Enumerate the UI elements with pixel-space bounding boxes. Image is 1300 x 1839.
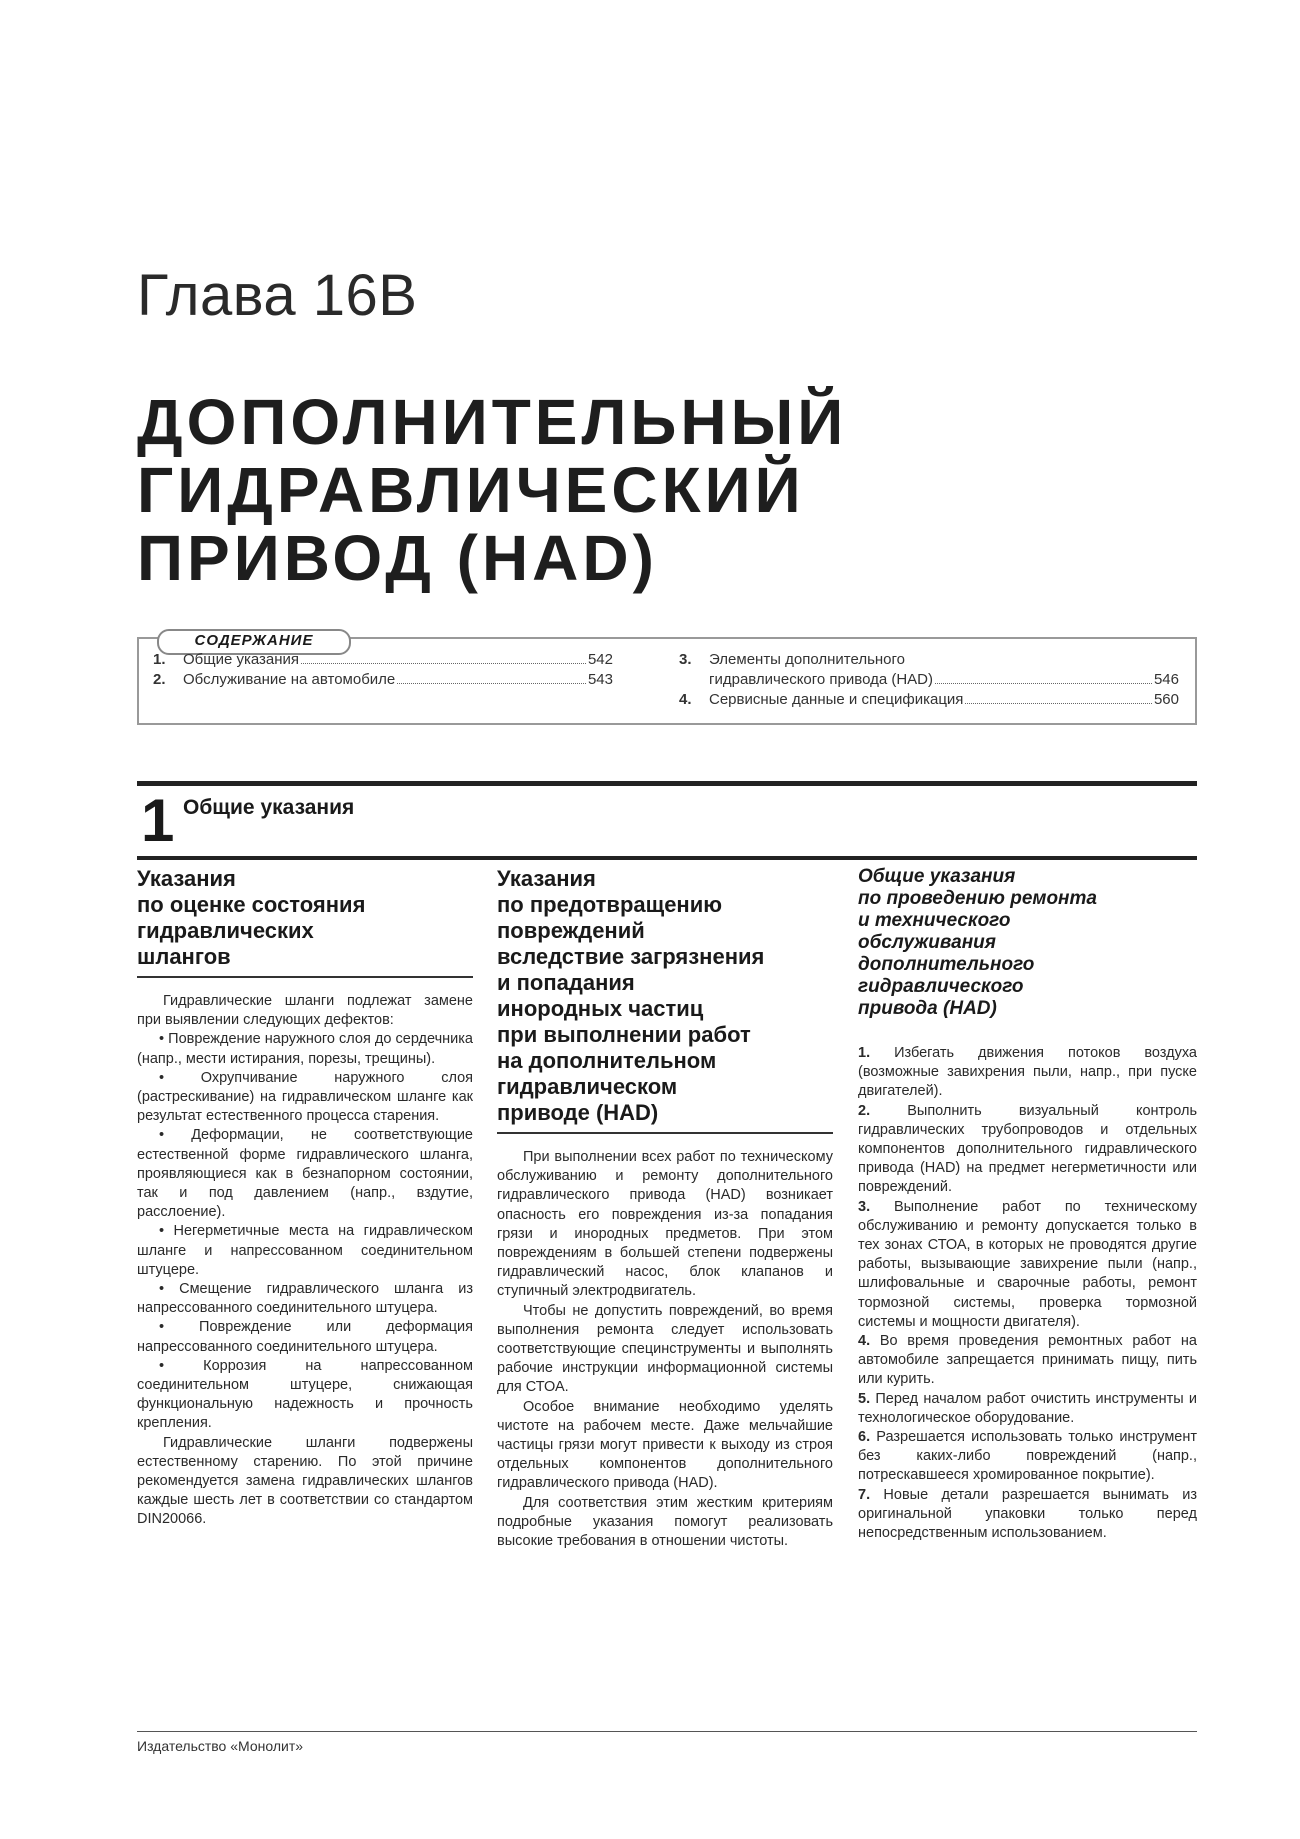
toc-item-page: 542 xyxy=(587,651,613,668)
column-body xyxy=(858,1044,1197,1543)
table-of-contents xyxy=(137,632,1197,725)
toc-leader xyxy=(301,651,586,664)
toc-item-number: 4. xyxy=(679,691,692,708)
title-line: ГИДРАВЛИЧЕСКИЙ xyxy=(137,454,805,526)
column-contamination-prevention xyxy=(497,866,833,1551)
toc-item-page: 543 xyxy=(587,671,613,688)
section-number: 1 xyxy=(141,787,175,854)
list-item: 6. Разрешается использовать только инструмент без каких-либо повреждений (напр., потрескавшееся хромированное покрытие). xyxy=(858,1429,1197,1484)
chapter-label: Глава 16В xyxy=(137,263,418,328)
bullet-item: • Повреждение наружного слоя до сердечника (напр., мести истирания, порезы, трещины). xyxy=(137,1031,473,1067)
paragraph: При выполнении всех работ по техническому обслуживанию и ремонту дополнительного гидравлического привода (HAD) возникает опасность его повреждения из-за попадания грязи и инородных предметов. При этом повреждениям в большей степени подвержены гидравлический насос, блок клапанов и ступичный электродвигатель. xyxy=(497,1149,833,1300)
toc-item[interactable] xyxy=(153,651,613,668)
paragraph: Особое внимание необходимо уделять чистоте на рабочем месте. Даже мельчайшие частицы грязи могут привести к выходу из строя отдельных компонентов дополнительного гидравлического привода (HAD). xyxy=(497,1398,833,1492)
column-heading: Указания по оценке состояния гидравлических шлангов xyxy=(137,866,473,978)
chapter-title xyxy=(137,388,847,592)
bullet-item: • Охрупчивание наружного слоя (растрескивание) на гидравлическом шланге как результат естественного процесса старения. xyxy=(137,1069,473,1125)
paragraph: Гидравлические шланги подвержены естественному старению. По этой причине рекомендуется замена гидравлических шлангов каждые шесть лет в соответствии со стандартом DIN20066. xyxy=(137,1434,473,1528)
list-item: 5. Перед началом работ очистить инструменты и технологическое оборудование. xyxy=(858,1390,1198,1426)
toc-item-text: гидравлического привода (HAD) xyxy=(709,671,934,688)
paragraph: Чтобы не допустить повреждений, во время выполнения ремонта следует использовать соответствующие специнструменты и выполнять рабочие инструкции информационной системы для СТОА. xyxy=(497,1302,833,1396)
title-line: ДОПОЛНИТЕЛЬНЫЙ xyxy=(137,386,848,458)
column-body xyxy=(137,992,473,1530)
toc-item-continuation[interactable] xyxy=(679,671,1179,688)
toc-item-number: 1. xyxy=(153,651,166,668)
list-item: 7. Новые детали разрешается вынимать из оригинальной упаковки только перед непосредственным использованием. xyxy=(858,1486,1197,1542)
title-line: ПРИВОД (HAD) xyxy=(137,522,658,594)
toc-item-text: Сервисные данные и спецификация xyxy=(709,691,964,708)
column-hose-assessment xyxy=(137,866,473,1530)
bullet-item: • Негерметичные места на гидравлическом шланге и напрессованном соединительном штуцере. xyxy=(137,1223,473,1278)
footer-rule xyxy=(137,1731,1197,1732)
column-repair-guidelines xyxy=(858,866,1197,1543)
publisher-footer: Издательство «Монолит» xyxy=(137,1738,304,1754)
column-body xyxy=(497,1148,833,1551)
bullet-item: • Повреждение или деформация напрессованного соединительного штуцера. xyxy=(137,1319,473,1355)
bullet-item: • Деформации, не соответствующие естественной форме гидравлического шланга, проявляющиеся как в безнапорном состоянии, так и под давлением (напр., вздутие, расслоение). xyxy=(137,1127,473,1221)
toc-item-text: Обслуживание на автомобиле xyxy=(183,671,396,688)
toc-item-page: 546 xyxy=(1153,671,1179,688)
section-divider xyxy=(137,856,1197,860)
toc-item[interactable] xyxy=(153,671,613,688)
toc-item-number: 2. xyxy=(153,671,166,688)
toc-leader xyxy=(935,671,1152,684)
toc-item[interactable] xyxy=(679,651,1179,668)
section-title: Общие указания xyxy=(183,796,355,819)
toc-item[interactable] xyxy=(679,691,1179,708)
toc-leader xyxy=(397,671,586,684)
column-heading: Общие указания по проведению ремонта и технического обслуживания дополнительного гидравлического привода (HAD) xyxy=(858,866,1097,1019)
bullet-item: • Смещение гидравлического шланга из напрессованного соединительного штуцера. xyxy=(137,1281,473,1317)
toc-item-number: 3. xyxy=(679,651,692,668)
list-item: 2. Выполнить визуальный контроль гидравлических трубопроводов и отдельных компонентов дополнительного гидравлического привода (HAD) на предмет негерметичности или повреждений. xyxy=(858,1102,1197,1196)
section-rule xyxy=(137,781,1197,786)
list-item: 4. Во время проведения ремонтных работ на автомобиле запрещается принимать пищу, пить или курить. xyxy=(858,1333,1197,1388)
toc-leader xyxy=(965,691,1152,704)
toc-item-text: Общие указания xyxy=(183,651,300,668)
toc-item-text: Элементы дополнительного xyxy=(709,651,906,668)
paragraph: Гидравлические шланги подлежат замене при выявлении следующих дефектов: xyxy=(137,993,473,1029)
list-item: 3. Выполнение работ по техническому обслуживанию и ремонту допускается только в тех зонах СТОА, в которых не проводятся другие работы, вызывающие завихрение пыли (напр., шлифовальные и сварочные работы, ремонт тормозной системы, проверка тормозной системы и мощности двигателя). xyxy=(858,1198,1197,1330)
toc-item-page: 560 xyxy=(1153,691,1179,708)
bullet-item: • Коррозия на напрессованном соединительном штуцере, снижающая функциональную надежность и прочность крепления. xyxy=(137,1357,473,1432)
column-heading: Указания по предотвращению повреждений вследствие загрязнения и попадания инородных частиц при выполнении работ на дополнительном гидравлическом приводе (HAD) xyxy=(497,866,833,1134)
paragraph: Для соответствия этим жестким критериям подробные указания помогут реализовать высокие требования в отношении чистоты. xyxy=(497,1494,833,1550)
toc-label: СОДЕРЖАНИЕ xyxy=(157,629,351,655)
list-item: 1. Избегать движения потоков воздуха (возможные завихрения пыли, напр., при пуске двигателей). xyxy=(858,1045,1197,1100)
